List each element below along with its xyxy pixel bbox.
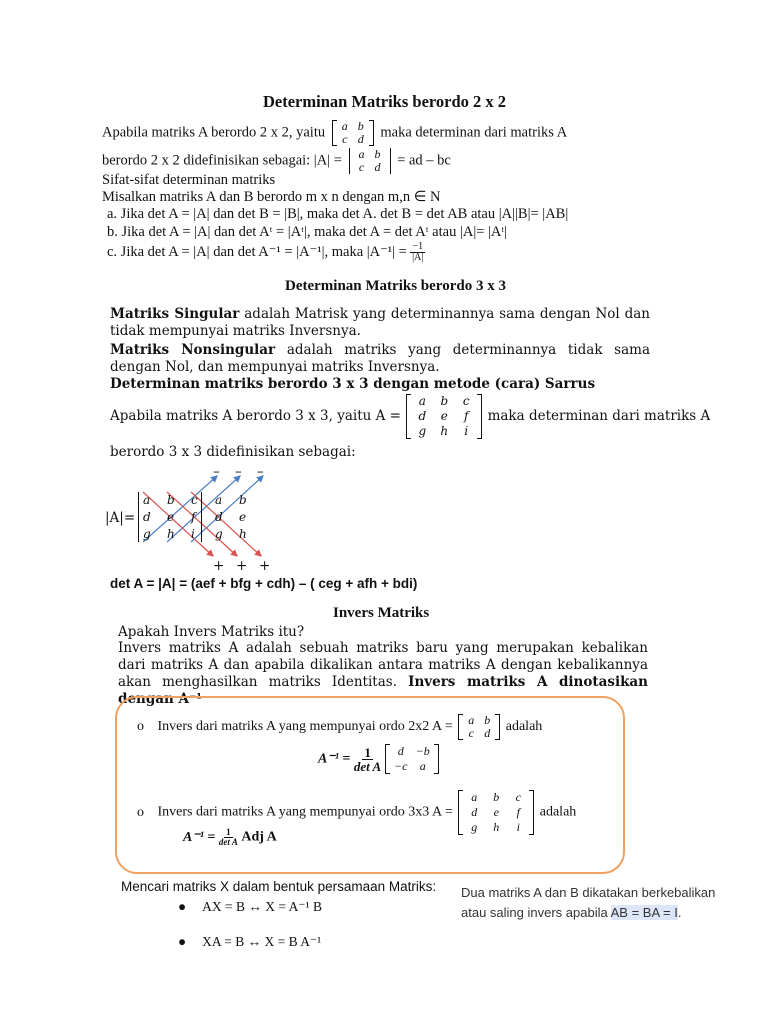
m-e: e [440,409,448,423]
s-d: d [143,510,151,524]
plus-3: + [259,558,271,574]
s-g2: g [215,527,223,541]
f2-rhs: Adj A [241,829,277,845]
det3-line1-b: maka determinan dari matriks A [487,408,711,424]
nonsingular-term: Matriks Nonsingular [110,342,276,358]
property-c-text: c. Jika det A = |A| dan det A⁻¹ = |A⁻¹|, maka |A⁻¹| = [107,243,407,260]
property-a: a. Jika det A = |A| dan det B = |B|, maka det A. det B = det AB atau |A||B|= |AB| [107,206,569,222]
bullet-dot: ● [178,899,187,914]
f1-num: 1 [364,744,371,760]
s-b: b [167,493,175,507]
m-f: f [516,805,520,819]
abs-A-label: |A|= [105,510,136,526]
title-det-2x2: Determinan Matriks berordo 2 x 2 [263,92,507,111]
f2-num: 1 [226,827,231,837]
m-d: d [471,805,478,819]
eq-ax: AX = B ↔ X = A⁻¹ B [202,899,322,914]
f1-fraction [354,746,381,773]
invers-def: Invers matriks A adalah sebuah matriks baru yang merupakan kebalikan dari matriks A dan apabila dikalikan antara matriks A dengan kebalikannya akan menghasilkan matriks Identitas. [118,640,648,690]
f1-c: −c [394,759,408,773]
m-e: e [493,805,499,819]
invers-2x2-line [137,714,542,740]
m-b: b [493,790,500,804]
dua-line2-a: atau saling invers apabila [461,905,608,920]
m-b: b [440,394,449,408]
invers-2x2-formula [318,744,439,774]
invers-2x2-end: adalah [505,719,543,735]
f2-fraction [219,828,238,847]
f2-lhs: A⁻¹ = [183,830,216,845]
m-b: b [357,119,364,133]
s-e: e [167,510,175,524]
f1-a: a [419,759,426,773]
s-c: c [191,493,198,507]
sarrus-grid [143,492,263,543]
m-f: f [464,409,469,423]
det2-line2-a: berordo 2 x 2 didefinisikan sebagai: |A| = [102,152,342,169]
sarrus-heading: Determinan matriks berordo 3 x 3 dengan metode (cara) Sarrus [110,376,596,392]
m-h: h [493,820,500,834]
s-f: f [191,510,196,524]
det2-line2-b: = ad – bc [397,152,451,169]
singular-term: Matriks Singular [110,306,240,322]
bullet-o: o [137,804,144,820]
m-c: c [515,790,521,804]
m-a: a [341,119,348,133]
sarrus-grid-inner [143,492,263,543]
m-a: a [418,394,426,408]
invers-3x3-text: Invers dari matriks A yang mempunyai ordo 3x3 A = [157,804,453,820]
m-g: g [471,820,478,834]
inv-matrix-3x3 [458,790,534,835]
f1-matrix [385,744,439,774]
f1-lhs: A⁻¹ = [318,751,351,767]
bar-left [138,492,139,542]
m-i: i [516,820,520,834]
m-h: h [440,424,449,438]
determinant-2x2 [349,148,391,174]
s-e2: e [239,510,247,524]
dua-line2-b: . [677,905,682,920]
mencari-line: Mencari matriks X dalam bentuk persamaan Matriks: [121,879,437,894]
invers-3x3-end: adalah [539,804,577,820]
m-c: c [462,394,470,408]
m-d: d [484,726,491,740]
bullet-ax [178,899,322,915]
property-c [107,242,425,263]
matrix-3x3 [406,394,482,439]
det2-line1-b: maka determinan dari matriks A [380,124,568,141]
f2-den: det A [218,837,238,847]
property-c-fraction [410,242,425,263]
bullet-xa [178,934,321,950]
bullet-dot: ● [178,934,187,949]
minus-1: – [213,464,220,480]
f1-den: det A [353,758,382,774]
m-c: c [342,132,348,146]
det3-line1 [110,394,710,439]
dua-line2 [461,905,681,920]
s-i: i [191,527,195,541]
det3-line2: berordo 3 x 3 didefinisikan sebagai: [110,444,356,460]
bullet-o: o [137,719,144,735]
singular-def: adalah Matrisk yang determinannya sama dengan Nol dan tidak mempunyai matriks Inversnya. [110,306,651,339]
nonsingular-def: adalah matriks yang determinannya tidak sama dengan Nol, dan mempunyai matriks Inversnya. [110,342,650,375]
m-a: a [358,147,365,161]
invers-3x3-formula [183,828,277,847]
m-c: c [358,160,365,174]
s-a: a [143,493,151,507]
s-h2: h [239,527,247,541]
s-a2: a [215,493,223,507]
nonsingular-paragraph [110,342,650,376]
m-b: b [374,147,381,161]
sifat-title: Sifat-sifat determinan matriks [102,172,276,188]
sarrus-diagram [105,464,305,576]
m-b: b [484,713,491,727]
m-g: g [418,424,427,438]
det2-line2 [102,148,451,174]
m-a: a [468,713,475,727]
m-a: a [471,790,478,804]
title-det-3x3: Determinan Matriks berordo 3 x 3 [285,278,506,294]
frac-den: |A| [412,252,424,263]
frac-num: −1 [412,241,424,252]
det2-line1-a: Apabila matriks A berordo 2 x 2, yaitu [102,124,326,141]
m-i: i [464,424,469,438]
title-invers: Invers Matriks [333,605,430,621]
dua-line1: Dua matriks A dan B dikatakan berkebalikan [461,885,716,900]
sarrus-formula: det A = |A| = (aef + bfg + cdh) – ( ceg + afh + bdi) [110,576,418,591]
inv-matrix-2x2 [458,714,500,740]
minus-3: – [257,464,264,480]
m-d: d [374,160,381,174]
eq-xa: XA = B ↔ X = B A⁻¹ [202,934,322,949]
invers-question: Apakah Invers Matriks itu? [118,624,305,640]
f1-d: d [397,744,404,758]
s-g: g [143,527,151,541]
dua-highlight: AB = BA = I [610,905,678,920]
m-c: c [468,726,474,740]
f1-b: −b [415,744,430,758]
det2-line1 [102,120,567,146]
invers-notation: Invers matriks A dinotasikan dengan A⁻¹ [118,674,648,707]
misal-line: Misalkan matriks A dan B berordo m x n dengan m,n ∈ N [102,189,441,205]
singular-paragraph [110,306,650,340]
m-d: d [357,132,364,146]
s-d2: d [215,510,223,524]
plus-1: + [213,558,225,574]
plus-2: + [236,558,248,574]
invers-2x2-text: Invers dari matriks A yang mempunyai ordo 2x2 A = [157,719,453,735]
matrix-2x2 [332,120,374,146]
s-b2: b [239,493,247,507]
s-h: h [167,527,175,541]
minus-2: – [235,464,242,480]
property-b: b. Jika det A = |A| dan det Aᵗ = |Aᵗ|, maka det A = det Aᵗ atau |A|= |Aᵗ| [107,224,508,240]
m-d: d [418,409,427,423]
det3-line1-a: Apabila matriks A berordo 3 x 3, yaitu A = [110,408,401,424]
